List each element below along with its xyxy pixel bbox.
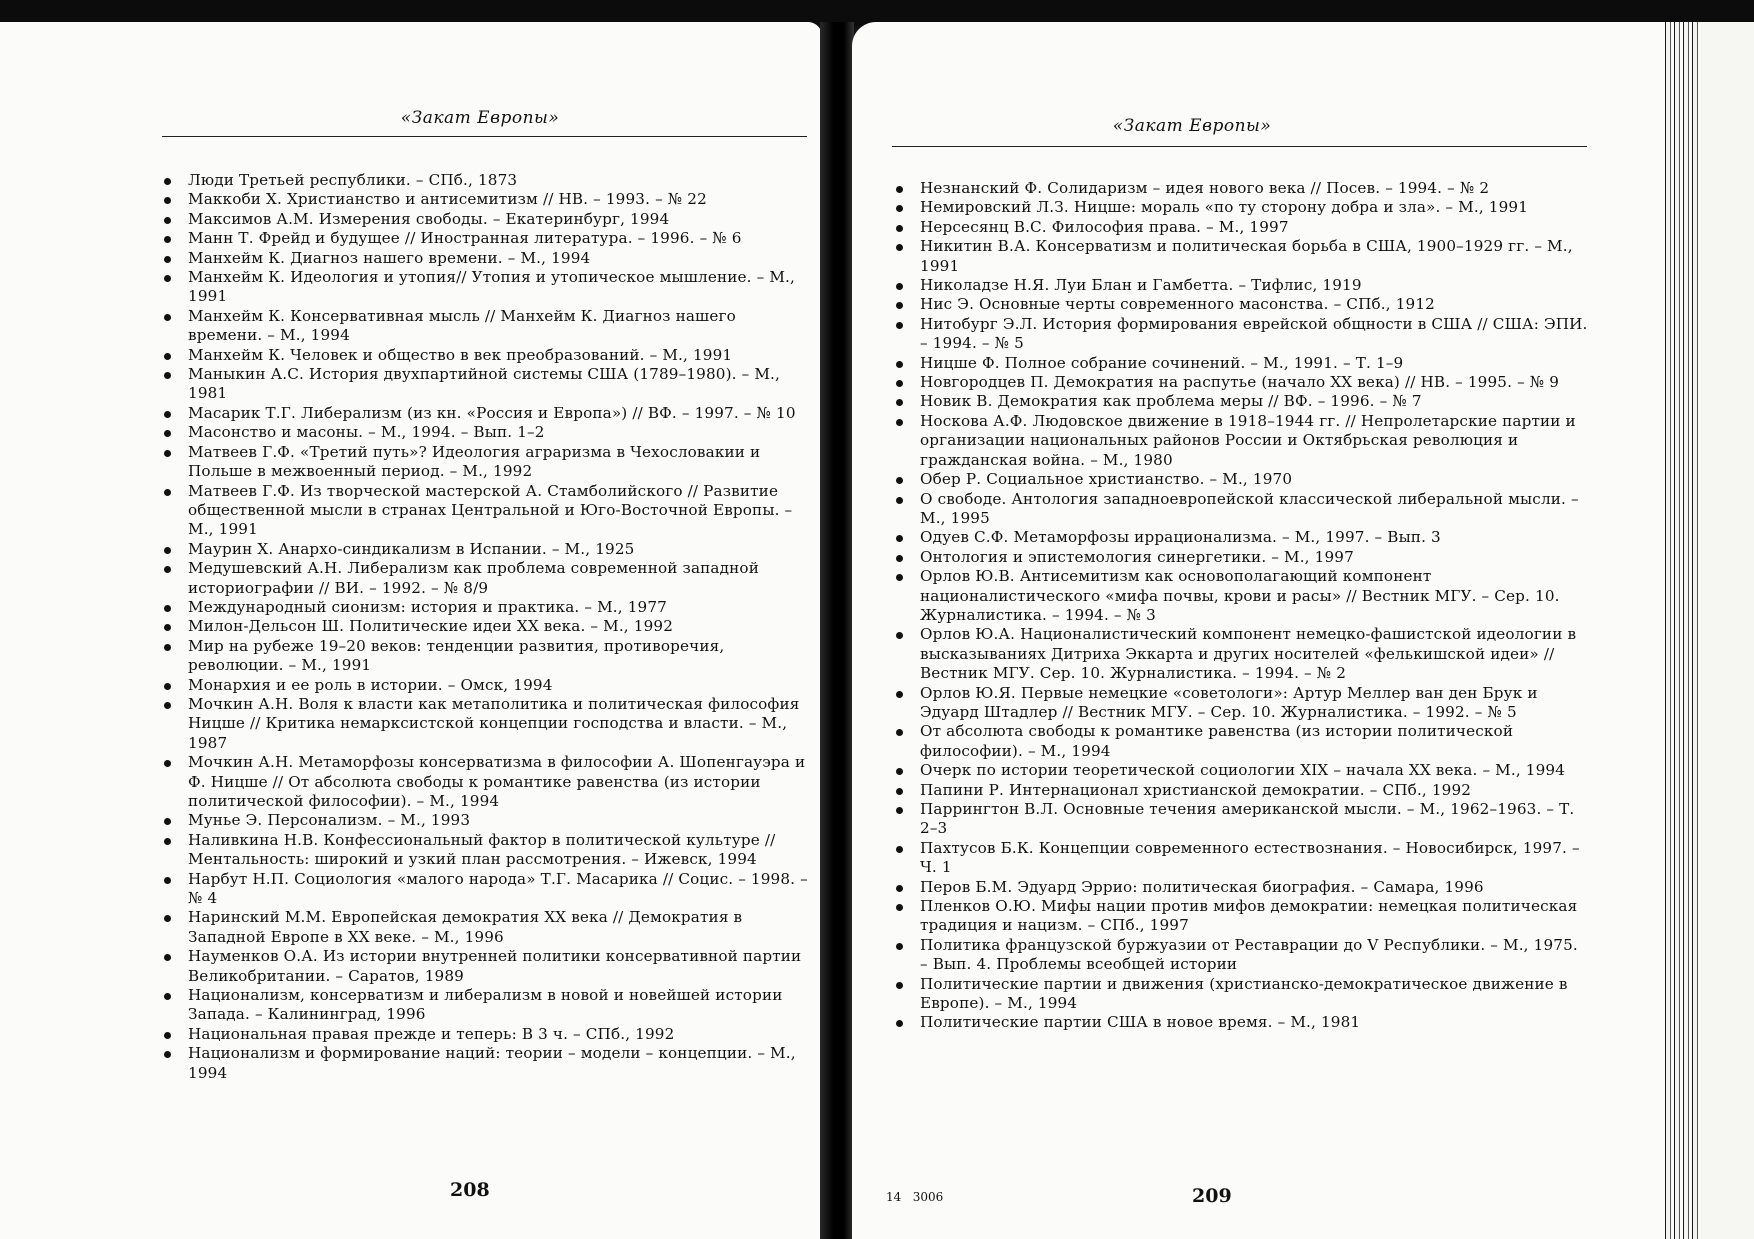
right-page <box>852 22 1662 1239</box>
bibliography-entry: Носкова А.Ф. Людовское движение в 1918–1944 гг. // Непролетарские партии и организации национальных районов России и Октябрьская революция и гражданская война. – М., 1980 <box>892 412 1588 470</box>
bibliography-entry: Милон-Дельсон Ш. Политические идеи XX века. – М., 1992 <box>160 617 810 636</box>
bibliography-entry: Незнанский Ф. Солидаризм – идея нового века // Посев. – 1994. – № 2 <box>892 179 1588 198</box>
right-running-head: «Закат Европы» <box>1112 116 1272 136</box>
bibliography-entry: Манхейм К. Консервативная мысль // Манхейм К. Диагноз нашего времени. – М., 1994 <box>160 307 810 346</box>
bibliography-entry: Очерк по истории теоретической социологии XIX – начала XX века. – М., 1994 <box>892 761 1588 780</box>
bibliography-entry: Манхейм К. Диагноз нашего времени. – М., 1994 <box>160 249 810 268</box>
right-page-number: 209 <box>1192 1185 1232 1207</box>
bibliography-entry: Немировский Л.З. Ницше: мораль «по ту сторону добра и зла». – М., 1991 <box>892 198 1588 217</box>
bibliography-entry: Медушевский А.Н. Либерализм как проблема современной западной историографии // ВИ. – 1992. – № 8/9 <box>160 559 810 598</box>
bibliography-entry: Политические партии и движения (христианско-демократическое движение в Европе). – М., 1994 <box>892 975 1588 1014</box>
printer-signature-mark: 14 3006 <box>886 1190 944 1204</box>
bibliography-entry: Наринский М.М. Европейская демократия XX века // Демократия в Западной Европе в XX веке. – М., 1996 <box>160 908 810 947</box>
right-header-rule <box>892 146 1587 147</box>
bibliography-entry: Мунье Э. Персонализм. – М., 1993 <box>160 811 810 830</box>
bibliography-entry: Ницше Ф. Полное собрание сочинений. – М., 1991. – Т. 1–9 <box>892 354 1588 373</box>
left-header-rule <box>162 136 807 137</box>
bibliography-entry: Матвеев Г.Ф. «Третий путь»? Идеология аграризма в Чехословакии и Польше в межвоенный период. – М., 1992 <box>160 443 810 482</box>
bibliography-entry: Маурин X. Анархо-синдикализм в Испании. – М., 1925 <box>160 540 810 559</box>
bibliography-entry: Манхейм К. Идеология и утопия// Утопия и утопическое мышление. – М., 1991 <box>160 268 810 307</box>
bibliography-entry: Маккоби X. Христианство и антисемитизм // НВ. – 1993. – № 22 <box>160 190 810 209</box>
bibliography-entry: Масонство и масоны. – М., 1994. – Вып. 1–2 <box>160 423 810 442</box>
left-page-number: 208 <box>450 1179 490 1201</box>
left-bibliography-list <box>160 171 810 1083</box>
bibliography-entry: Орлов Ю.Я. Первые немецкие «советологи»: Артур Меллер ван ден Брук и Эдуард Штадлер // Вестник МГУ. – Сер. 10. Журналистика. – 1992. – № 5 <box>892 684 1588 723</box>
bibliography-entry: Паррингтон В.Л. Основные течения американской мысли. – М., 1962–1963. – Т. 2–3 <box>892 800 1588 839</box>
bibliography-entry: Политика французской буржуазии от Реставрации до V Республики. – М., 1975. – Вып. 4. Проблемы всеобщей истории <box>892 936 1588 975</box>
bibliography-entry: Нарбут Н.П. Социология «малого народа» Т.Г. Масарика // Социс. – 1998. – № 4 <box>160 870 810 909</box>
bibliography-entry: Мочкин А.Н. Воля к власти как метаполитика и политическая философия Ницше // Критика немарксистской концепции господства и власти. – М., 1987 <box>160 695 810 753</box>
bibliography-entry: Масарик Т.Г. Либерализм (из кн. «Россия и Европа») // ВФ. – 1997. – № 10 <box>160 404 810 423</box>
bibliography-entry: Новик В. Демократия как проблема меры // ВФ. – 1996. – № 7 <box>892 392 1588 411</box>
bibliography-entry: Люди Третьей республики. – СПб., 1873 <box>160 171 810 190</box>
bibliography-entry: Папини Р. Интернационал христианской демократии. – СПб., 1992 <box>892 781 1588 800</box>
bibliography-entry: От абсолюта свободы к романтике равенства (из истории политической философии). – М., 1994 <box>892 722 1588 761</box>
bibliography-entry: Мочкин А.Н. Метаморфозы консерватизма в философии А. Шопенгауэра и Ф. Ницше // От абсолюта свободы к романтике равенства (из истории политической философии). – М., 1994 <box>160 753 810 811</box>
bibliography-entry: Манхейм К. Человек и общество в век преобразований. – М., 1991 <box>160 346 810 365</box>
bibliography-entry: Максимов А.М. Измерения свободы. – Екатеринбург, 1994 <box>160 210 810 229</box>
bibliography-entry: Политические партии США в новое время. – М., 1981 <box>892 1013 1588 1032</box>
bibliography-entry: Орлов Ю.А. Националистический компонент немецко-фашистской идеологии в высказываниях Дитриха Эккарта и других носителей «фелькишской идеи» // Вестник МГУ. Сер. 10. Журналистика. – 1994. – № 2 <box>892 625 1588 683</box>
bibliography-entry: Орлов Ю.В. Антисемитизм как основополагающий компонент националистического «мифа почвы, крови и расы» // Вестник МГУ. – Сер. 10. Журналистика. – 1994. – № 3 <box>892 567 1588 625</box>
bibliography-entry: Перов Б.М. Эдуард Эррио: политическая биография. – Самара, 1996 <box>892 878 1588 897</box>
bibliography-entry: Науменков О.А. Из истории внутренней политики консервативной партии Великобритании. – Саратов, 1989 <box>160 947 810 986</box>
bibliography-entry: Манн Т. Фрейд и будущее // Иностранная литература. – 1996. – № 6 <box>160 229 810 248</box>
bibliography-entry: Нерсесянц В.С. Философия права. – М., 1997 <box>892 218 1588 237</box>
bibliography-entry: Наливкина Н.В. Конфессиональный фактор в политической культуре // Ментальность: широкий и узкий план рассмотрения. – Ижевск, 1994 <box>160 831 810 870</box>
bibliography-entry: Обер Р. Социальное христианство. – М., 1970 <box>892 470 1588 489</box>
book-spine <box>820 22 854 1239</box>
bibliography-entry: Международный сионизм: история и практика. – М., 1977 <box>160 598 810 617</box>
bibliography-entry: Пахтусов Б.К. Концепции современного естествознания. – Новосибирск, 1997. – Ч. 1 <box>892 839 1588 878</box>
bibliography-entry: Пленков О.Ю. Мифы нации против мифов демократии: немецкая политическая традиция и нацизм. – СПб., 1997 <box>892 897 1588 936</box>
bibliography-entry: Национализм, консерватизм и либерализм в новой и новейшей истории Запада. – Калининград, 1996 <box>160 986 810 1025</box>
bibliography-entry: Николадзе Н.Я. Луи Блан и Гамбетта. – Тифлис, 1919 <box>892 276 1588 295</box>
right-bibliography-list <box>892 179 1588 1033</box>
bibliography-entry: Онтология и эпистемология синергетики. – М., 1997 <box>892 548 1588 567</box>
bibliography-entry: Национальная правая прежде и теперь: В 3 ч. – СПб., 1992 <box>160 1025 810 1044</box>
bibliography-entry: Нис Э. Основные черты современного масонства. – СПб., 1912 <box>892 295 1588 314</box>
bibliography-entry: Новгородцев П. Демократия на распутье (начало XX века) // НВ. – 1995. – № 9 <box>892 373 1588 392</box>
bibliography-entry: Монархия и ее роль в истории. – Омск, 1994 <box>160 676 810 695</box>
bibliography-entry: Национализм и формирование наций: теории – модели – концепции. – М., 1994 <box>160 1044 810 1083</box>
left-page <box>0 22 822 1239</box>
bibliography-entry: Матвеев Г.Ф. Из творческой мастерской А. Стамболийского // Развитие общественной мысли в странах Центральной и Юго-Восточной Европы. – М., 1991 <box>160 482 810 540</box>
page-edge-margin <box>1700 22 1754 1239</box>
bibliography-entry: О свободе. Антология западноевропейской классической либеральной мысли. – М., 1995 <box>892 490 1588 529</box>
left-running-head: «Закат Европы» <box>400 108 560 128</box>
bibliography-entry: Одуев С.Ф. Метаморфозы иррационализма. – М., 1997. – Вып. 3 <box>892 528 1588 547</box>
bibliography-entry: Мир на рубеже 19–20 веков: тенденции развития, противоречия, революции. – М., 1991 <box>160 637 810 676</box>
bibliography-entry: Никитин В.А. Консерватизм и политическая борьба в США, 1900–1929 гг. – М., 1991 <box>892 237 1588 276</box>
bibliography-entry: Маныкин А.С. История двухпартийной системы США (1789–1980). – М., 1981 <box>160 365 810 404</box>
bibliography-entry: Нитобург Э.Л. История формирования еврейской общности в США // США: ЭПИ. – 1994. – № 5 <box>892 315 1588 354</box>
